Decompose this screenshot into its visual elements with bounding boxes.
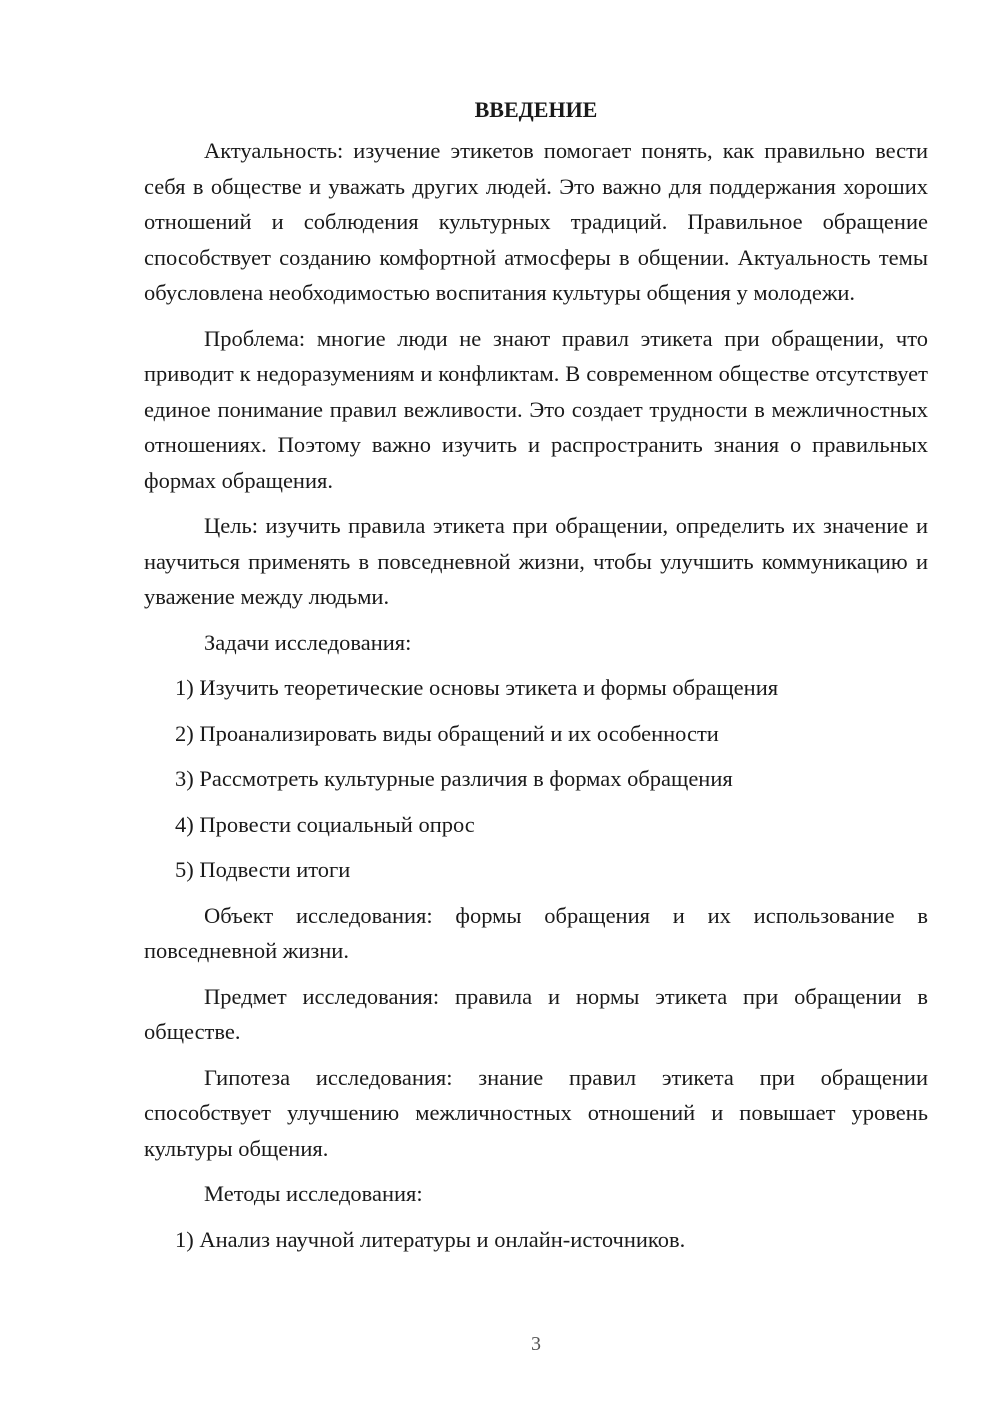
tasks-list (144, 670, 928, 888)
list-item: 1) Изучить теоретические основы этикета и формы обращения (175, 675, 779, 700)
list-item: 5) Подвести итоги (175, 857, 351, 882)
page-title: ВВЕДЕНИЕ (474, 97, 598, 122)
tasks-heading: Задачи исследования: (204, 629, 412, 655)
page-number: 3 (531, 1333, 541, 1355)
hypothesis-paragraph: Гипотеза исследования: знание правил этикета при обращении способствует улучшению межличностных отношений и повышает уровень культуры общения. (144, 1064, 928, 1161)
methods-list (144, 1222, 928, 1258)
list-item: 3) Рассмотреть культурные различия в формах обращения (175, 766, 733, 791)
relevance-paragraph: Актуальность: изучение этикетов помогает понять, как правильно вести себя в обществе и уважать других людей. Это важно для поддержания хороших отношений и соблюдения культурных традиций. Правильное обращение способствует созданию комфортной атмосферы в общении. Актуальность темы обусловлена необходимостью воспитания культуры общения у молодежи. (144, 138, 928, 305)
problem-paragraph: Проблема: многие люди не знают правил этикета при обращении, что приводит к недоразумениям и конфликтам. В современном обществе отсутствует единое понимание правил вежливости. Это создает трудности в межличностных отношениях. Поэтому важно изучить и распространить знания о правильных формах обращения. (144, 325, 928, 493)
goal-paragraph: Цель: изучить правила этикета при обращении, определить их значение и научиться применять в повседневной жизни, чтобы улучшить коммуникацию и уважение между людьми. (144, 513, 928, 609)
subject-paragraph: Предмет исследования: правила и нормы этикета при обращении в обществе. (144, 983, 928, 1044)
list-item: 2) Проанализировать виды обращений и их особенности (175, 720, 719, 746)
list-item: 4) Провести социальный опрос (175, 811, 475, 837)
document-page (144, 92, 928, 1267)
methods-heading: Методы исследования: (204, 1181, 423, 1206)
object-paragraph: Объект исследования: формы обращения и их использование в повседневной жизни. (144, 902, 928, 963)
list-item: 1) Анализ научной литературы и онлайн-источников. (175, 1226, 686, 1252)
